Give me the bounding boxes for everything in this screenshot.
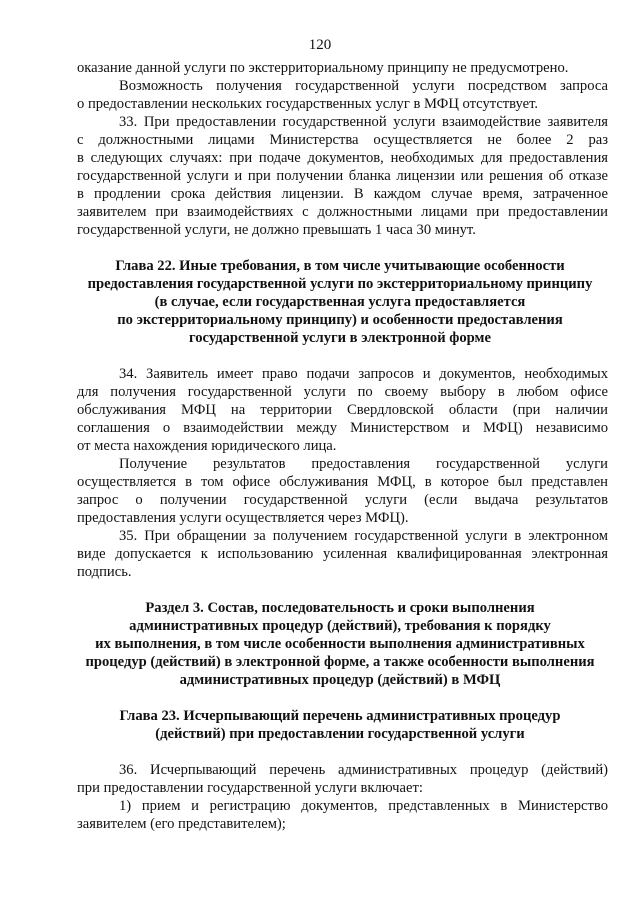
section-3-heading: административных процедур (действий) в МФЦ	[179, 672, 501, 688]
chapter-22-heading: государственной услуги в электронной форме	[189, 330, 491, 346]
text-line: оказание данной услуги по экстерриториальному принципу не предусмотрено.	[77, 60, 569, 76]
text-line: 34. Заявитель имеет право подачи запросов и документов, необходимых	[119, 366, 608, 382]
text-line: для получения государственной услуги по своему выбору в любом офисе	[77, 384, 608, 400]
text-line: государственной услуги и при получении бланка лицензии или решения об отказе	[77, 168, 608, 184]
chapter-23-heading: (действий) при предоставлении государственной услуги	[155, 726, 525, 742]
text-line: заявителем при взаимодействиях с должностными лицами при предоставлении	[77, 204, 608, 220]
text-line: Получение результатов предоставления государственной услуги	[119, 456, 608, 472]
text-line: с должностными лицами Министерства осуществляется не более 2 раз	[77, 132, 608, 148]
section-3-heading: Раздел 3. Состав, последовательность и сроки выполнения	[145, 600, 535, 616]
text-line: соглашения о взаимодействии между Министерством и МФЦ) независимо	[77, 420, 608, 436]
text-line: при предоставлении государственной услуги включает:	[77, 780, 423, 796]
chapter-22-heading: по экстерриториальному принципу) и особенности предоставления	[117, 312, 563, 328]
chapter-22-heading: предоставления государственной услуги по экстерриториальному принципу	[87, 276, 593, 292]
text-line: государственной услуги, не должно превышать 1 часа 30 минут.	[77, 222, 476, 238]
page-number: 120	[308, 37, 332, 53]
section-3-heading: процедур (действий) в электронной форме, а также особенности выполнения	[85, 654, 595, 670]
chapter-22-heading: (в случае, если государственная услуга предоставляется	[154, 294, 526, 310]
text-line: подпись.	[77, 564, 132, 580]
text-line: 33. При предоставлении государственной услуги взаимодействие заявителя	[119, 114, 608, 130]
chapter-22-heading: Глава 22. Иные требования, в том числе учитывающие особенности	[115, 258, 565, 274]
section-3-heading: их выполнения, в том числе особенности выполнения административных	[95, 636, 585, 652]
chapter-23-heading: Глава 23. Исчерпывающий перечень административных процедур	[119, 708, 561, 724]
section-3-heading: административных процедур (действий), требования к порядку	[129, 618, 551, 634]
text-line: Возможность получения государственной услуги посредством запроса	[119, 78, 608, 94]
text-line: в следующих случаях: при подаче документов, необходимых для предоставления	[77, 150, 608, 166]
text-line: предоставления услуги осуществляется через МФЦ).	[77, 510, 409, 526]
text-line: виде допускается к использованию усиленная квалифицированная электронная	[77, 546, 608, 562]
text-line: в продлении срока действия лицензии. В каждом случае время, затраченное	[77, 186, 608, 202]
text-line: 35. При обращении за получением государственной услуги в электронном	[119, 528, 608, 544]
text-line: заявителем (его представителем);	[77, 816, 286, 832]
text-line: обслуживания МФЦ на территории Свердловской области (при наличии	[77, 402, 608, 418]
text-line: запрос о получении государственной услуги (если выдача результатов	[77, 492, 608, 508]
text-line: 36. Исчерпывающий перечень административных процедур (действий)	[119, 762, 608, 778]
text-line: о предоставлении нескольких государственных услуг в МФЦ отсутствует.	[77, 96, 539, 112]
text-line: 1) прием и регистрацию документов, представленных в Министерство	[119, 798, 608, 814]
text-line: осуществляется в том офисе обслуживания МФЦ, в которое был представлен	[77, 474, 608, 490]
text-line: от места нахождения юридического лица.	[77, 438, 337, 454]
